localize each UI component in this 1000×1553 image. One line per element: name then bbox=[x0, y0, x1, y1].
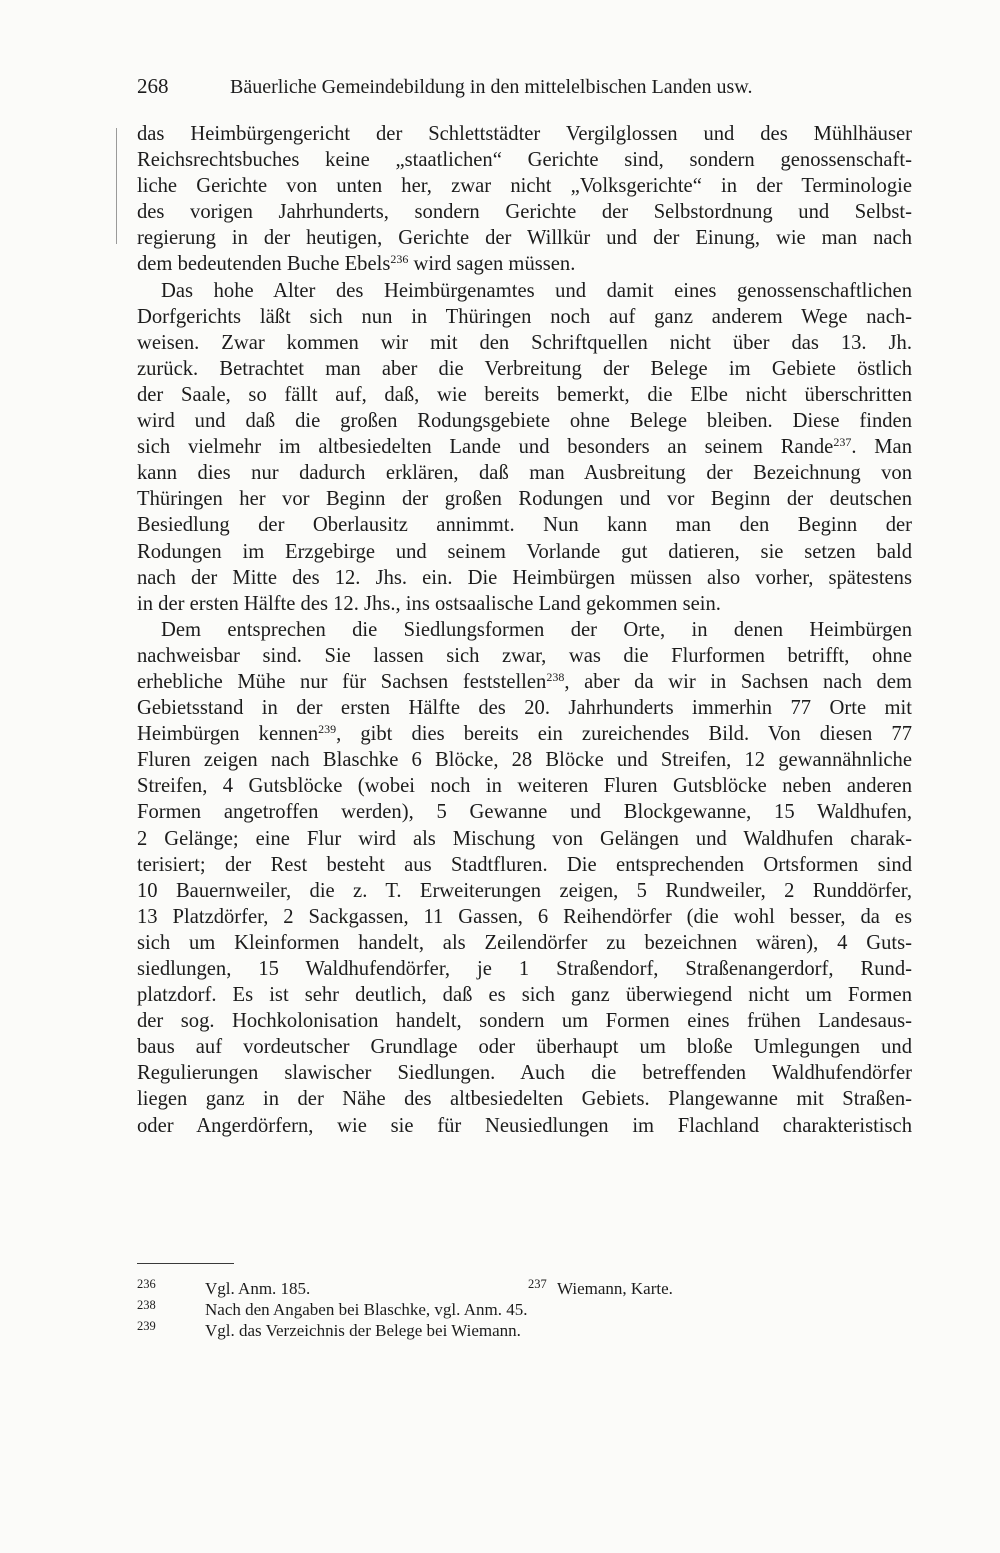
footnote-ref-237[interactable]: 237 bbox=[833, 435, 852, 450]
text-line: der sog. Hochkolonisation handelt, sondern um Formen eines frühen Landesaus- bbox=[137, 1010, 912, 1033]
text-line: platzdorf. Es ist sehr deutlich, daß es sich ganz überwiegend nicht um Formen bbox=[137, 984, 912, 1007]
text-line: siedlungen, 15 Waldhufendörfer, je 1 Straßendorf, Straßenangerdorf, Rund- bbox=[137, 958, 912, 980]
text-line: Heimbürgen kennen$^{239}$, gibt dies bereits ein zureichendes Bild. Von diesen 77 bbox=[137, 722, 913, 746]
text-line: 2 Gelänge; eine Flur wird als Mischung von Gelängen und Waldhufen charak- bbox=[137, 827, 912, 850]
footnote-text: Vgl. Anm. 185. bbox=[205, 1279, 311, 1298]
text-line: nachweisbar sind. Sie lassen sich zwar, was die Flurformen betrifft, ohne bbox=[137, 644, 912, 667]
text-line: wird und daß die großen Rodungsgebiete ohne Belege bleiben. Diese finden bbox=[137, 410, 912, 433]
text-line: zurück. Betrachtet man aber die Verbreitung der Belege im Gebiete östlich bbox=[137, 357, 912, 380]
text-line: liegen ganz in der Nähe des altbesiedelten Gebiets. Plangewanne mit Straßen- bbox=[137, 1088, 912, 1111]
text-line: Dorfgerichts läßt sich nun in Thüringen noch auf ganz anderem Wege nach- bbox=[137, 305, 912, 328]
text-line: Rodungen im Erzgebirge und seinem Vorlande gut datieren, sie setzen bald bbox=[137, 540, 912, 563]
text-line: das Heimbürgengericht der Schlettstädter Vergilglossen und des Mühlhäuser bbox=[137, 123, 912, 145]
text-line: Das hohe Alter des Heimbürgenamtes und damit eines genossenschaftlichen bbox=[161, 279, 912, 302]
text-line: kann dies nur dadurch erklären, daß man Ausbreitung der Bezeichnung von bbox=[137, 462, 912, 485]
text-line: Dem entsprechen die Siedlungsformen der Orte, in denen Heimbürgen bbox=[161, 618, 912, 641]
page-number: 268 bbox=[137, 74, 169, 98]
text-line: Thüringen her vor Beginn der großen Rodungen und vor Beginn der deutschen bbox=[137, 488, 912, 511]
running-title: Bäuerliche Gemeindebildung in den mittelelbischen Landen usw. bbox=[230, 76, 753, 98]
footnote-number: 238 bbox=[137, 1298, 156, 1312]
text-line: oder Angerdörfern, wie sie für Neusiedlungen im Flachland charakteristisch bbox=[137, 1114, 912, 1137]
text-line: Reichsrechtsbuches keine „staatlichen“ Gerichte sind, sondern genossenschaft- bbox=[137, 149, 912, 172]
footnote-text: Nach den Angaben bei Blaschke, vgl. Anm. 45. bbox=[205, 1300, 528, 1319]
footnote-ref-238[interactable]: 238 bbox=[546, 669, 565, 684]
text-line: Streifen, 4 Gutsblöcke (wobei noch in weiteren Fluren Gutsblöcke neben anderen bbox=[137, 775, 912, 798]
text-line: nach der Mitte des 12. Jhs. ein. Die Heimbürgen müssen also vorher, spätestens bbox=[137, 566, 912, 589]
text-line: weisen. Zwar kommen wir mit den Schriftquellen nicht über das 13. Jh. bbox=[137, 331, 912, 354]
footnote-number: 237 bbox=[528, 1277, 547, 1291]
text-line: Gebietsstand in der ersten Hälfte des 20. Jahrhunderts immerhin 77 Orte mit bbox=[137, 697, 912, 720]
text-line: Besiedlung der Oberlausitz annimmt. Nun kann man den Beginn der bbox=[137, 514, 912, 537]
text-line: terisiert; der Rest besteht aus Stadtfluren. Die entsprechenden Ortsformen sind bbox=[137, 853, 912, 876]
text-line: des vorigen Jahrhunderts, sondern Gerichte der Selbstordnung und Selbst- bbox=[137, 201, 912, 224]
footnote-number: 236 bbox=[137, 1277, 156, 1291]
running-header bbox=[137, 70, 877, 106]
text-line: der Saale, so fällt auf, daß, wie bereits bemerkt, die Elbe nicht überschritten bbox=[137, 383, 912, 406]
footnote-ref-239[interactable]: 239 bbox=[318, 722, 337, 737]
text-line: erhebliche Mühe nur für Sachsen feststellen$^{238}$, aber da wir in Sachsen nach dem bbox=[137, 669, 912, 693]
footnote-number: 239 bbox=[137, 1319, 156, 1333]
text-line: Formen angetroffen werden), 5 Gewanne und Blockgewanne, 15 Waldhufen, bbox=[137, 801, 912, 824]
text-line: Fluren zeigen nach Blaschke 6 Blöcke, 28 Blöcke und Streifen, 12 gewannähnliche bbox=[137, 749, 912, 772]
text-line: liche Gerichte von unten her, zwar nicht „Volksgerichte“ in der Terminologie bbox=[137, 175, 912, 198]
text-line: regierung in der heutigen, Gerichte der Willkür und der Einung, wie man nach bbox=[137, 227, 912, 250]
text-line: dem bedeutenden Buche Ebels$^{236}$ wird sagen müssen. bbox=[137, 252, 576, 276]
text-line: in der ersten Hälfte des 12. Jhs., ins ostsaalische Land gekommen sein. bbox=[137, 592, 721, 615]
text-line: baus auf vordeutscher Grundlage oder überhaupt um bloße Umlegungen und bbox=[137, 1036, 912, 1059]
footnote-ref-236[interactable]: 236 bbox=[390, 252, 409, 267]
text-line: 10 Bauernweiler, die z. T. Erweiterungen zeigen, 5 Rundweiler, 2 Runddörfer, bbox=[137, 879, 912, 902]
footnote-text: Wiemann, Karte. bbox=[557, 1279, 673, 1298]
text-line: Regulierungen slawischer Siedlungen. Auch die betreffenden Waldhufendörfer bbox=[137, 1062, 912, 1085]
text-line: sich um Kleinformen handelt, als Zeilendörfer zu bezeichnen wären), 4 Guts- bbox=[137, 931, 912, 954]
text-line: 13 Platzdörfer, 2 Sackgassen, 11 Gassen, 6 Reihendörfer (die wohl besser, da es bbox=[137, 905, 912, 928]
footnote-text: Vgl. das Verzeichnis der Belege bei Wiemann. bbox=[205, 1321, 521, 1340]
margin-mark bbox=[116, 128, 117, 244]
text-line: sich vielmehr im altbesiedelten Lande und besonders an seinem Rande$^{237}$. Man bbox=[137, 435, 912, 459]
footnote-separator bbox=[137, 1263, 234, 1264]
body-text bbox=[137, 121, 912, 1261]
